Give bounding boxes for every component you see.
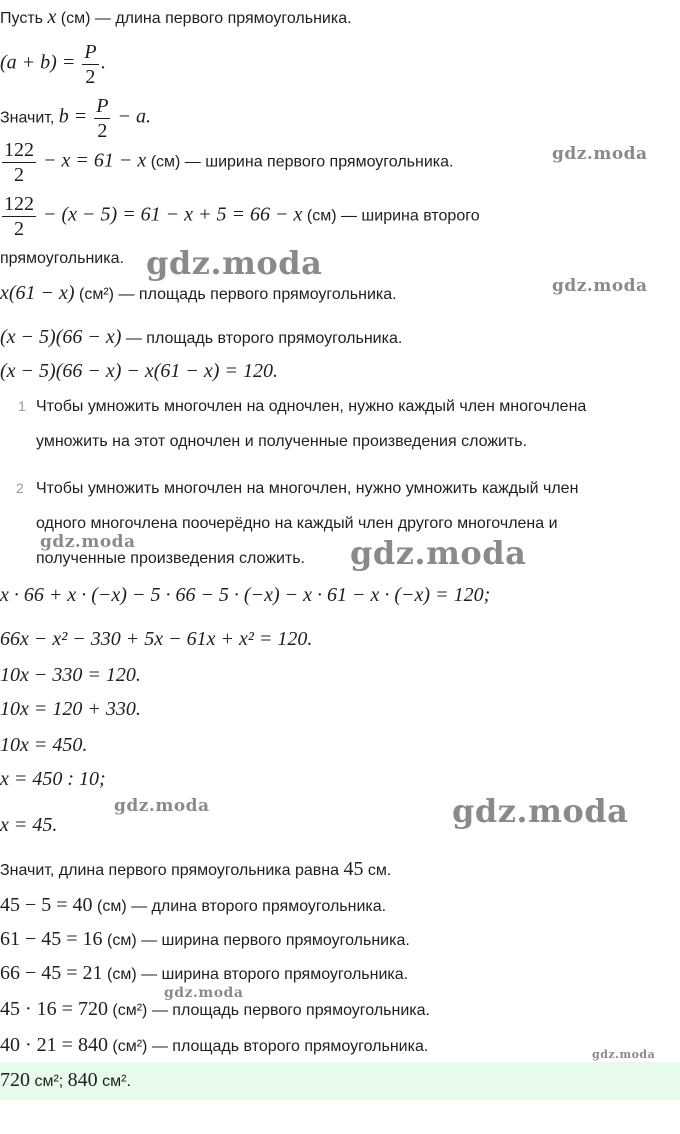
solution-step-simplify: 66x − x² − 330 + 5x − 61x + x² = 120. <box>0 628 313 650</box>
width-expression: − (x − 5) = 61 − x + 5 = 66 − x <box>38 203 303 226</box>
calc-description: (см²) — площадь второго прямоугольника. <box>107 1038 429 1055</box>
conclusion-area-first <box>0 998 430 1021</box>
fraction-122-over-2 <box>2 194 36 239</box>
second-width-line <box>0 194 480 239</box>
continuation-text: прямоугольника. <box>0 250 124 267</box>
area-description: — площадь второго прямоугольника. <box>121 330 403 347</box>
therefore-text: Значит, <box>0 109 59 127</box>
formula-end: . <box>100 51 106 74</box>
conclusion-width-first <box>0 928 410 951</box>
conclusion-area-second <box>0 1034 428 1057</box>
answer-value: 720 <box>0 1069 30 1091</box>
calc-expression: 45 − 5 = 40 <box>0 894 93 916</box>
note-rule-polynomial <box>16 480 24 498</box>
fraction-numerator: P <box>84 41 97 63</box>
fraction-denominator: 2 <box>97 120 108 142</box>
intro-variable: x <box>47 6 57 28</box>
intro-line <box>0 6 352 29</box>
intro-text: Пусть <box>0 10 48 27</box>
final-answer <box>0 1069 131 1092</box>
formula-lhs: (a + b) = <box>0 51 81 74</box>
calc-description: (см) — длина второго прямоугольника. <box>92 898 387 915</box>
calc-description: (см) — ширина первого прямоугольника. <box>102 932 410 949</box>
watermark: gdz.moda <box>114 796 210 816</box>
area-expression: x(61 − x) <box>0 282 75 304</box>
calc-expression: 61 − 45 = 16 <box>0 928 103 950</box>
calc-expression: 40 · 21 = 840 <box>0 1034 108 1056</box>
note-line: одного многочлена поочерёдно на каждый член другого многочлена и <box>36 515 558 532</box>
equation-line <box>0 360 278 383</box>
conclusion-length-second <box>0 894 386 917</box>
first-width-line <box>0 140 453 185</box>
note-rule-monomial <box>18 398 26 416</box>
solution-step-move: 10x = 120 + 330. <box>0 698 141 720</box>
watermark: gdz.moda <box>40 532 136 552</box>
width-description: (см) — ширина первого прямоугольника. <box>146 153 454 171</box>
solution-step-result: x = 45. <box>0 814 58 836</box>
watermark: gdz.moda <box>452 792 629 830</box>
calc-expression: 45 · 16 = 720 <box>0 998 108 1020</box>
calc-expression: 66 − 45 = 21 <box>0 962 103 984</box>
fraction-numerator: P <box>96 95 109 117</box>
fraction-denominator: 2 <box>85 66 96 88</box>
fraction-numerator: 122 <box>4 139 34 161</box>
second-area-line <box>0 326 402 349</box>
watermark: gdz.moda <box>350 534 527 572</box>
half-perimeter-formula <box>0 42 106 87</box>
fraction-numerator: 122 <box>4 193 34 215</box>
conclusion-width-second <box>0 962 408 985</box>
watermark: gdz.moda <box>552 144 648 164</box>
fraction-denominator: 2 <box>14 218 24 240</box>
conclusion-unit: см. <box>363 862 392 879</box>
note-line: умножить на этот одночлен и полученные произведения сложить. <box>36 433 528 450</box>
note-line: Чтобы умножить многочлен на одночлен, нужно каждый член многочлена <box>36 398 587 415</box>
conclusion-length-first <box>0 858 391 881</box>
width-description: (см) — ширина второго <box>302 207 480 225</box>
conclusion-text: Значит, длина первого прямоугольника равна <box>0 862 344 879</box>
area-description: (см²) — площадь первого прямоугольника. <box>74 286 397 303</box>
answer-unit: см²; <box>30 1073 68 1090</box>
note-line: полученные произведения сложить. <box>36 550 305 567</box>
first-area-line <box>0 282 397 305</box>
width-expression: − x = 61 − x <box>38 149 147 172</box>
fraction-p-over-2 <box>82 42 98 87</box>
solution-step-sum: 10x = 450. <box>0 734 88 756</box>
calc-description: (см²) — площадь первого прямоугольника. <box>107 1002 430 1019</box>
fraction-p-over-2 <box>94 96 110 141</box>
equation: (x − 5)(66 − x) − x(61 − x) = 120. <box>0 360 278 382</box>
answer-unit: см². <box>97 1073 131 1090</box>
area-expression: (x − 5)(66 − x) <box>0 326 122 348</box>
solution-step-expand: x · 66 + x · (−x) − 5 · 66 − 5 · (−x) − x · 61 − x · (−x) = 120; <box>0 584 491 606</box>
fraction-122-over-2 <box>2 140 36 185</box>
note-number: 2 <box>16 480 24 496</box>
solution-step-combine: 10x − 330 = 120. <box>0 664 141 686</box>
watermark: gdz.moda <box>592 1048 656 1061</box>
solution-step-divide: x = 450 : 10; <box>0 768 106 790</box>
intro-text-tail: (см) — длина первого прямоугольника. <box>56 10 352 27</box>
watermark: gdz.moda <box>552 276 648 296</box>
calc-description: (см) — ширина второго прямоугольника. <box>102 966 409 983</box>
width-formula <box>0 96 151 141</box>
watermark: gdz.moda <box>146 244 323 282</box>
formula-tail: − a. <box>112 105 151 128</box>
answer-value: 840 <box>67 1069 98 1091</box>
watermark: gdz.moda <box>164 985 244 1001</box>
note-line: Чтобы умножить многочлен на многочлен, нужно умножить каждый член <box>36 480 579 497</box>
conclusion-value: 45 <box>343 858 364 880</box>
formula-b: b = <box>58 105 93 128</box>
fraction-denominator: 2 <box>14 164 24 186</box>
second-width-continuation <box>0 250 124 268</box>
note-number: 1 <box>18 398 26 414</box>
